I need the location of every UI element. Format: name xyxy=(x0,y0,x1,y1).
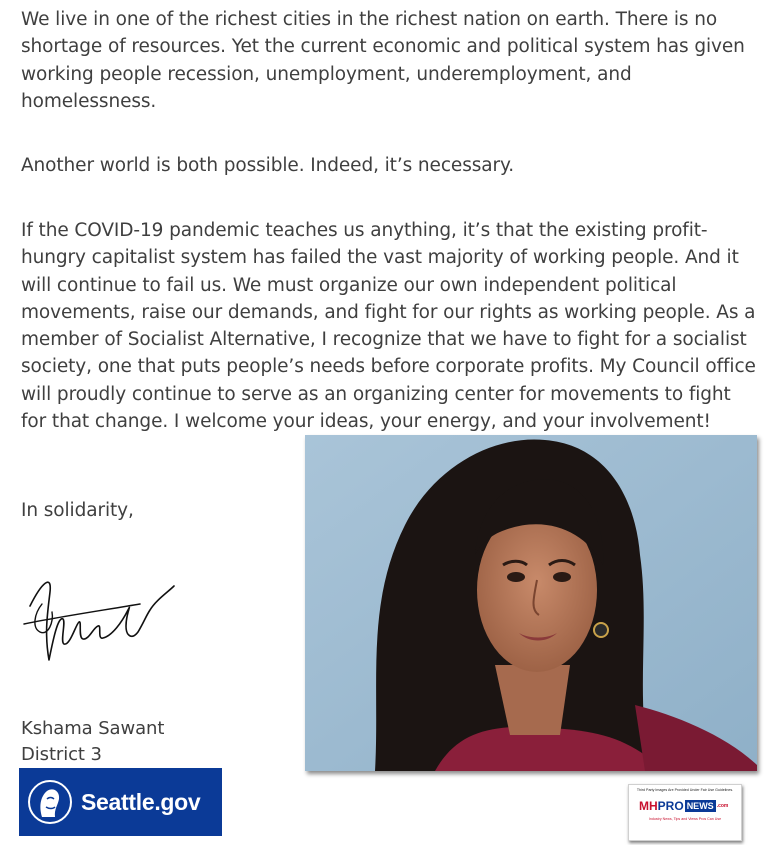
mhpro-news-text: NEWS xyxy=(686,801,714,811)
signer-district: District 3 xyxy=(21,744,102,765)
letter-closing: In solidarity, xyxy=(21,500,134,521)
mhpro-pro-text: PRO xyxy=(657,799,684,813)
mhpronews-logo xyxy=(628,784,742,841)
letter-paragraph-3: If the COVID-19 pandemic teaches us anything, it’s that the existing profit-hungry capitalist system has failed the vast majority of working people. And it will continue to fail us. We must organize our own independent political movements, raise our demands, and fight for our rights as working people. As a member of Socialist Alternative, I recognize that we have to fight for a socialist society, one that puts people’s needs before corporate profits. My Council office will proudly continue to serve as an organizing center for movements to fight for that change. I welcome your ideas, your energy, and your involvement! xyxy=(21,220,756,433)
portrait-photo xyxy=(305,435,757,771)
signer-name: Kshama Sawant xyxy=(21,718,165,739)
mhpro-mh-text: MH xyxy=(639,799,658,813)
seattle-gov-text: Seattle.gov xyxy=(81,788,201,815)
letter-paragraph-1: We live in one of the richest cities in the richest nation on earth. There is no shortage of resources. Yet the current economic and political system has given working people recession, unemployment, underemployment, and homelessness. xyxy=(21,9,745,112)
mhpro-fair-use-note: Third Party Images Are Provided Under Fair Use Guidelines. xyxy=(636,788,734,792)
mhpro-dotcom-text: .com xyxy=(716,803,729,809)
seattle-seal-icon xyxy=(27,779,73,825)
mhpro-tagline: Industry News, Tips and Views Pros Can Use xyxy=(648,817,722,821)
mhpro-wordmark xyxy=(639,798,728,814)
seattle-gov-logo xyxy=(19,768,222,836)
signature-image xyxy=(22,574,177,669)
letter-paragraph-2: Another world is both possible. Indeed, it’s necessary. xyxy=(21,155,515,176)
